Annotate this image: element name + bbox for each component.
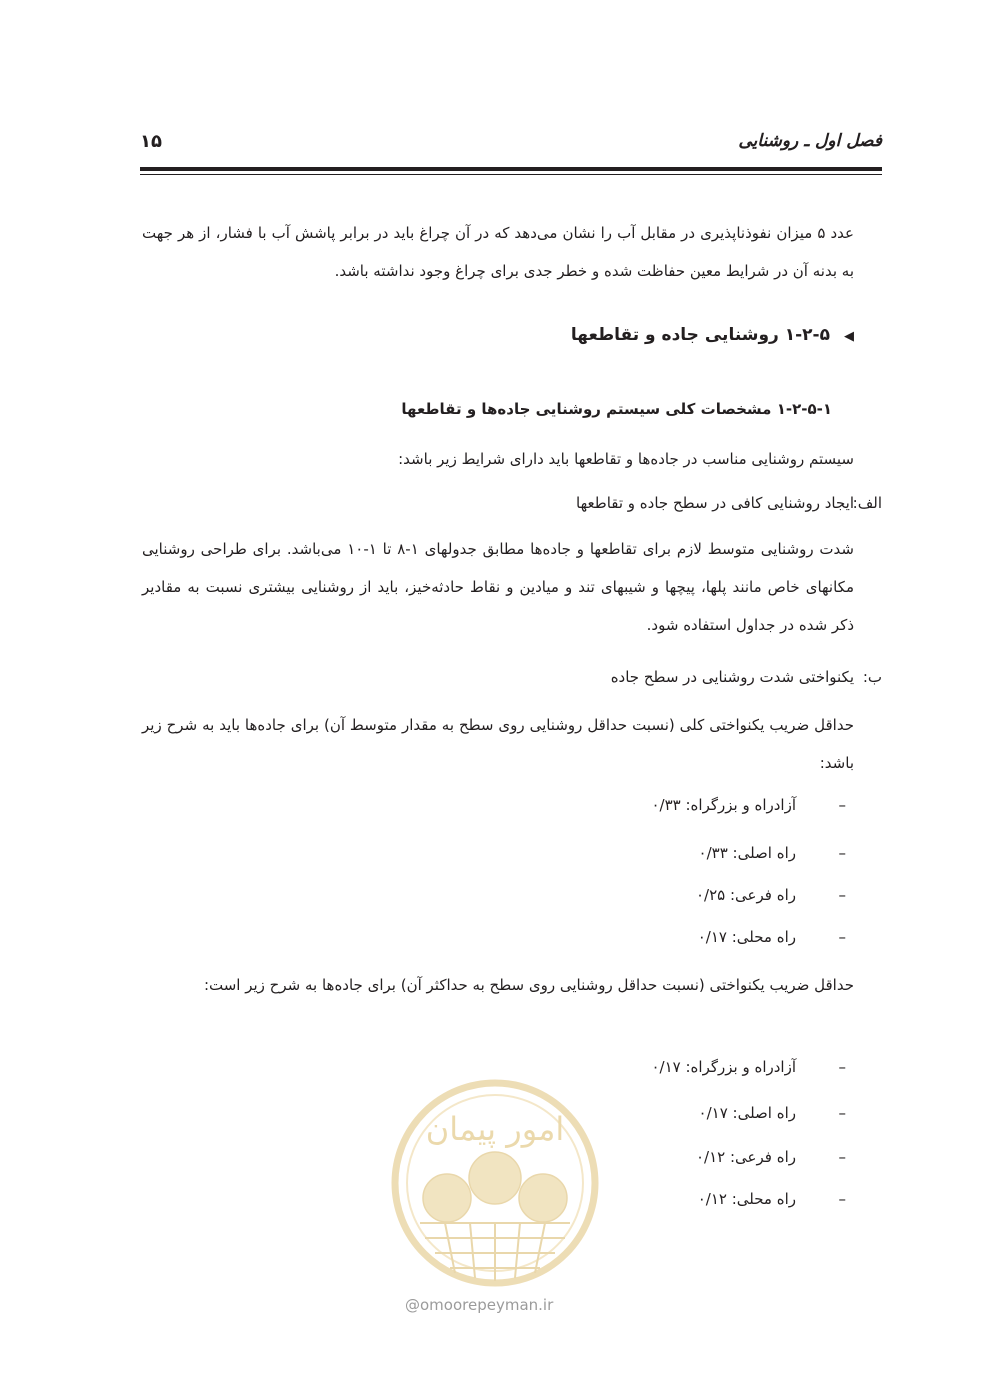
- list-item: آزادراه و بزرگراه: ۰/۳۳: [651, 796, 796, 814]
- item-b-title: یکنواختی شدت روشنایی در سطح جاده: [610, 668, 854, 686]
- header-rule-thick: [140, 167, 882, 171]
- intro-paragraph: عدد ۵ میزان نفوذناپذیری در مقابل آب را نشان می‌دهد که در آن چراغ باید در برابر پاشش آب با فشار، از هر جهت به بدنه آن در شرایط معین حفاظت شده و خطر جدی برای چراغ وجود نداشته باشد.: [142, 224, 854, 280]
- list-dash: –: [838, 796, 846, 814]
- watermark-logo-text: امور پیمان: [425, 1110, 565, 1148]
- list-item: راه محلی: ۰/۱۲: [697, 1190, 796, 1208]
- list-dash: –: [838, 928, 846, 946]
- list-item: راه اصلی: ۰/۱۷: [698, 1104, 796, 1122]
- item-b-body-2: حداقل ضریب یکنواختی (نسبت حداقل روشنایی روی سطح به حداکثر آن) برای جاده‌ها به شرح زیر است:: [203, 976, 854, 994]
- list-dash: –: [838, 844, 846, 862]
- list-item: راه فرعی: ۰/۱۲: [696, 1148, 796, 1166]
- watermark-logo: [385, 1078, 605, 1293]
- list-dash: –: [838, 1104, 846, 1122]
- triangle-bullet-icon: ◀: [844, 329, 854, 344]
- list-dash: –: [838, 1148, 846, 1166]
- item-a-label: الف:: [852, 494, 882, 512]
- item-b-body-1: حداقل ضریب یکنواختی کلی (نسبت حداقل روشنایی روی سطح به مقدار متوسط آن) برای جاده‌ها باید به شرح زیر باشد:: [142, 716, 854, 772]
- list-dash: –: [838, 1190, 846, 1208]
- section-heading-text: ۱-۲-۵ روشنایی جاده و تقاطعها: [570, 325, 830, 345]
- item-b-label: ب:: [862, 668, 882, 686]
- list-item: آزادراه و بزرگراه: ۰/۱۷: [651, 1058, 796, 1076]
- item-a-body: شدت روشنایی متوسط لازم برای تقاطعها و جاده‌ها مطابق جدولهای ۱-۸ تا ۱-۱۰ می‌باشد. برای طراحی روشنایی مکانهای خاص مانند پلها، پیچها و شیبهای تند و میادین و نقاط حادثه‌خیز، باید از روشنایی بیشتری نسبت به مقادیر ذکر شده در جداول استفاده شود.: [142, 540, 854, 634]
- list-dash: –: [838, 1058, 846, 1076]
- section-heading: [571, 325, 854, 345]
- page-number: ۱۵: [140, 131, 162, 152]
- subsection-heading: ۱-۲-۵-۱ مشخصات کلی سیستم روشنایی جاده‌ها و تقاطعها: [401, 400, 832, 418]
- list-item: راه محلی: ۰/۱۷: [697, 928, 796, 946]
- list-item: راه فرعی: ۰/۲۵: [696, 886, 796, 904]
- watermark-url: @omoorepeyman.ir: [405, 1296, 554, 1314]
- header-rule-thin: [140, 174, 882, 175]
- lead-sentence: سیستم روشنایی مناسب در جاده‌ها و تقاطعها باید دارای شرایط زیر باشد:: [398, 450, 854, 468]
- item-a-title: ایجاد روشنایی کافی در سطح جاده و تقاطعها: [576, 494, 854, 512]
- list-item: راه اصلی: ۰/۳۳: [698, 844, 796, 862]
- chapter-title: فصل اول ـ روشنایی: [738, 131, 882, 151]
- list-dash: –: [838, 886, 846, 904]
